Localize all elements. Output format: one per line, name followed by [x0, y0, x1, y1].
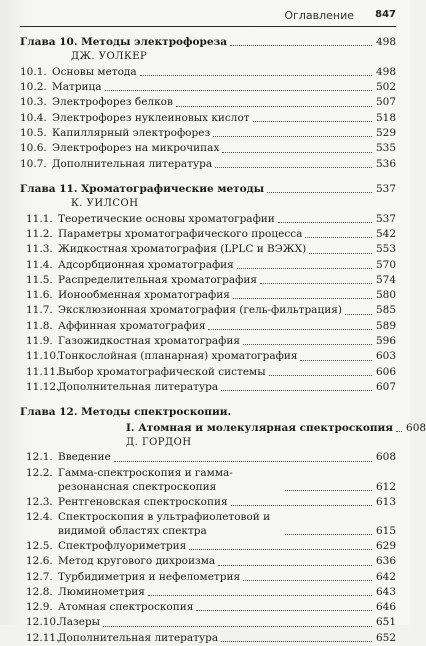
entry-number: 11.10.: [26, 350, 60, 363]
toc-entry: [20, 157, 396, 172]
entry-title: Адсорбционная хроматография: [58, 258, 234, 271]
entry-number: 11.6.: [26, 289, 53, 302]
leader-dots: [237, 267, 372, 269]
entry-title: Газожидкостная хроматография: [58, 335, 241, 348]
toc-entry: [20, 554, 396, 569]
entry-page: 537: [375, 212, 396, 225]
leader-dots: [221, 640, 372, 642]
chapter-title: Глава 11. Хроматографические методы: [20, 182, 265, 195]
toc-entry: [20, 258, 396, 273]
entry-number: 12.3.: [26, 495, 53, 508]
toc-entry: [20, 495, 396, 510]
leader-dots: [215, 166, 372, 168]
chapter-subtitle: I. Атомная и молекулярная спектроскопия: [126, 421, 394, 434]
chapter-title: Глава 10. Методы электрофореза: [20, 36, 228, 48]
entry-number: 11.9.: [26, 335, 53, 348]
entry-title: Параметры хроматографического процесса: [58, 227, 303, 240]
entry-number: 10.6.: [20, 142, 47, 155]
leader-dots: [105, 89, 372, 91]
chapter-11: [20, 182, 396, 395]
toc-entry: [20, 466, 396, 495]
leader-dots: [140, 74, 372, 76]
entry-page: 651: [375, 616, 396, 629]
toc-entry: [20, 303, 396, 318]
leader-dots: [309, 252, 372, 254]
entry-number: 12.7.: [26, 570, 53, 583]
entry-title: Спектрофлуориметрия: [58, 539, 187, 552]
leader-dots: [176, 105, 372, 107]
entry-title: Гамма-спектроскопия и гамма-резонансная спектроскопия: [58, 466, 233, 494]
entry-number: 10.7.: [20, 157, 47, 170]
entry-number: 12.1.: [26, 451, 53, 464]
toc-entry: [20, 334, 396, 349]
entry-title: Матрица: [52, 81, 102, 94]
entry-page: 607: [375, 380, 396, 393]
leader-dots: [213, 135, 372, 137]
entry-title: Капиллярный электрофорез: [52, 126, 211, 139]
toc-entry: [20, 365, 396, 380]
leader-dots: [196, 609, 372, 611]
entry-page: 603: [375, 350, 396, 363]
entry-title: Лазеры: [58, 616, 101, 629]
entry-title: Атомная спектроскопия: [58, 601, 194, 614]
toc-entry: [20, 242, 396, 257]
entry-page: 553: [375, 243, 396, 256]
entry-page: 612: [375, 481, 396, 494]
entry-title: Теоретические основы хроматографии: [58, 212, 275, 225]
entry-number: 12.9.: [26, 601, 53, 614]
entry-page: 507: [375, 96, 396, 109]
entry-title: Люминометрия: [58, 585, 145, 598]
leader-dots: [189, 548, 372, 550]
toc-entry: [20, 570, 396, 585]
entry-number: 11.11.: [26, 365, 60, 378]
leader-dots: [243, 579, 372, 581]
entry-number: 12.5.: [26, 539, 53, 552]
running-head: [20, 4, 396, 27]
toc-entry: [20, 539, 396, 554]
entry-title: Аффинная хроматография: [58, 319, 206, 332]
entry-page: 642: [375, 570, 396, 583]
leader-dots: [253, 120, 372, 122]
toc-entry: [20, 380, 396, 395]
toc-entry: [20, 212, 396, 227]
toc-entry: [20, 273, 396, 288]
leader-dots: [148, 594, 372, 596]
entry-title: Введение: [58, 451, 111, 464]
entry-page: 608: [375, 451, 396, 464]
entry-title: Ионообменная хроматография: [58, 289, 230, 302]
leader-dots: [208, 328, 372, 330]
toc-entry: [20, 585, 396, 600]
entry-title: Электрофорез белков: [52, 96, 173, 109]
chapter-page: 608: [406, 421, 426, 434]
entry-number: 11.2.: [26, 227, 53, 240]
entry-title: Выбор хроматографической системы: [58, 365, 266, 378]
entry-page: 585: [375, 304, 396, 317]
leader-dots: [114, 460, 372, 462]
running-head-title: Оглавление: [284, 9, 354, 22]
entry-number: 12.8.: [26, 585, 53, 598]
entry-page: 574: [375, 273, 396, 286]
entry-number: 12.2.: [26, 466, 53, 479]
entry-number: 11.1.: [26, 212, 53, 225]
entry-page: 606: [375, 365, 396, 378]
chapter-author: ДЖ. УОЛКЕР: [71, 51, 148, 63]
entry-page: 652: [375, 631, 396, 644]
entry-number: 11.5.: [26, 273, 53, 286]
leader-dots: [260, 282, 372, 284]
entry-page: 535: [375, 142, 396, 155]
toc-entry: [20, 141, 396, 156]
chapter-subtitle-row: [20, 421, 426, 436]
chapter-heading: [20, 35, 396, 50]
leader-dots: [103, 625, 372, 627]
leader-dots: [243, 343, 372, 345]
entry-number: 12.11.: [26, 631, 60, 644]
chapter-10: [20, 35, 396, 172]
entry-page: 643: [375, 585, 396, 598]
toc-entry: [20, 600, 396, 615]
entry-title: Рентгеновская спектроскопия: [58, 495, 228, 508]
entry-title: Основы метода: [52, 65, 137, 78]
chapter-author: К. УИЛСОН: [71, 198, 139, 210]
entry-title: Тонкослойная (планарная) хроматография: [58, 350, 298, 363]
toc-entry: [20, 631, 396, 646]
leader-dots: [233, 297, 372, 299]
entry-page: 529: [375, 126, 396, 139]
entry-page: 646: [375, 601, 396, 614]
entry-number: 12.6.: [26, 555, 53, 568]
entry-page: 596: [375, 335, 396, 348]
toc-entry: [20, 111, 396, 126]
entry-number: 11.12.: [26, 380, 60, 393]
toc-entry: [20, 126, 396, 141]
leader-dots: [285, 489, 372, 491]
entry-number: 11.3.: [26, 243, 53, 256]
entry-number: 12.10.: [26, 616, 60, 629]
entry-number: 11.4.: [26, 258, 53, 271]
toc-entry: [20, 288, 396, 303]
table-of-contents: [20, 28, 426, 646]
page-number: 847: [375, 9, 396, 20]
entry-title: Дополнительная литература: [58, 631, 219, 644]
toc-entry: [20, 227, 396, 242]
entry-page: 542: [375, 227, 396, 240]
toc-entry: [20, 510, 396, 539]
chapter-title: Глава 12. Методы спектроскопии.: [20, 406, 232, 419]
leader-dots: [267, 191, 372, 193]
entry-page: 615: [375, 525, 396, 538]
toc-entry: [20, 65, 396, 80]
entry-page: 536: [375, 157, 396, 170]
chapter-page: 537: [375, 182, 396, 195]
entry-page: 636: [375, 555, 396, 568]
entry-title: Электрофорез нуклеиновых кислот: [52, 111, 250, 124]
entry-title: Турбидиметрия и нефелометрия: [58, 570, 241, 583]
leader-dots: [222, 151, 372, 153]
entry-page: 570: [375, 258, 396, 271]
toc-entry: [20, 349, 396, 364]
entry-number: 10.1.: [20, 65, 47, 78]
chapter-heading: [20, 405, 396, 420]
entry-page: 498: [375, 65, 396, 78]
toc-entry: [20, 450, 396, 465]
entry-title: Эксклюзионная хроматография (гель-фильтрация): [58, 304, 342, 317]
entry-title: Электрофорез на микрочипах: [52, 142, 220, 155]
toc-entry: [20, 615, 396, 630]
toc-entry: [20, 95, 396, 110]
leader-dots: [231, 504, 372, 506]
entry-number: 11.7.: [26, 304, 53, 317]
leader-dots: [230, 44, 372, 46]
leader-dots: [218, 564, 372, 566]
leader-dots: [305, 236, 372, 238]
entry-page: 502: [375, 81, 396, 94]
entry-title: Метод кругового дихроизма: [58, 555, 216, 568]
entry-page: 629: [375, 539, 396, 552]
leader-dots: [285, 533, 372, 535]
chapter-author: Д. ГОРДОН: [126, 436, 192, 448]
entry-number: 10.3.: [20, 96, 47, 109]
toc-entry: [20, 80, 396, 95]
leader-dots: [345, 313, 372, 315]
chapter-heading: [20, 182, 396, 197]
entry-title: Жидкостная хроматография (LPLC и ВЭЖХ): [58, 243, 307, 256]
leader-dots: [221, 389, 372, 391]
entry-page: 613: [375, 495, 396, 508]
entry-page: 518: [375, 111, 396, 124]
leader-dots: [300, 359, 372, 361]
entry-title: Дополнительная литература: [52, 157, 213, 170]
leader-dots: [396, 430, 402, 432]
entry-title: Распределительная хроматография: [58, 273, 257, 286]
entry-title: Дополнительная литература: [58, 380, 219, 393]
leader-dots: [278, 221, 372, 223]
chapter-12: [20, 405, 426, 646]
entry-page: 589: [375, 319, 396, 332]
entry-number: 12.4.: [26, 510, 53, 523]
entry-number: 10.2.: [20, 81, 47, 94]
entry-number: 10.5.: [20, 126, 47, 139]
entry-page: 580: [375, 289, 396, 302]
entry-title: Спектроскопия в ультрафиолетовой и видимой областях спектра: [58, 510, 271, 538]
entry-number: 11.8.: [26, 319, 53, 332]
toc-entry: [20, 319, 396, 334]
leader-dots: [269, 374, 372, 376]
chapter-page: 498: [375, 36, 396, 48]
entry-number: 10.4.: [20, 111, 47, 124]
